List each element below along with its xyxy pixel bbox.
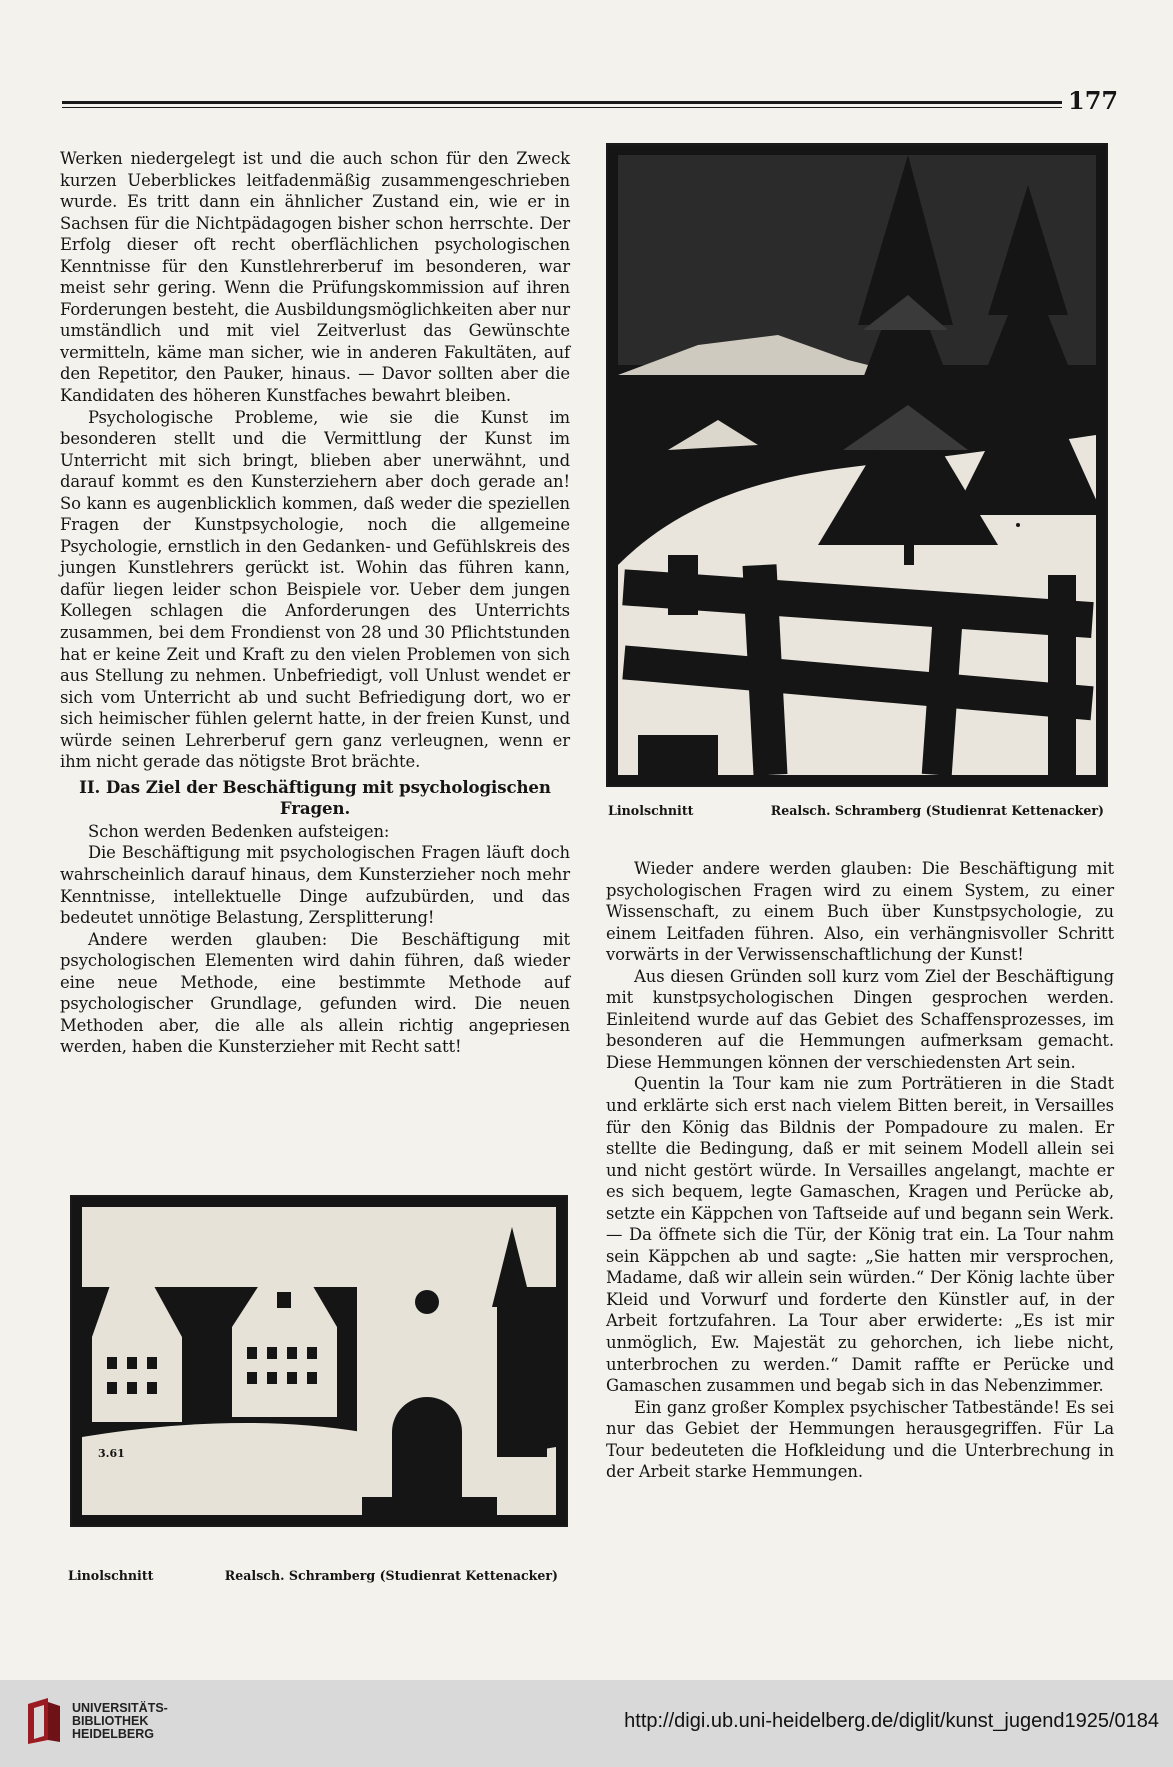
top-caption-credit: Realsch. Schramberg (Studienrat Kettenacker) [770,803,1104,818]
town-scene-illustration [72,1197,566,1525]
footer-bar [0,1680,1173,1767]
left-paragraph-3: Schon werden Bedenken aufsteigen: [88,821,390,841]
left-column [60,148,570,1058]
page-number: 177 [1068,86,1119,115]
library-name-line-2: BIBLIOTHEK [72,1714,149,1728]
header-rule-thin [62,107,1062,108]
source-url-link[interactable]: http://digi.ub.uni-heidelberg.de/diglit/kunst_jugend1925/0184 [624,1710,1159,1732]
linocut-winter-landscape [606,143,1108,787]
library-logo-icon [26,1696,64,1746]
top-figure-caption [608,803,1104,818]
right-paragraph-4: Ein ganz großer Komplex psychischer Tatbestände! Es sei nur das Gebiet der Hemmungen herausgegriffen. Für La Tour bedeuteten die Hofkleidung und die Unterbrechung in der Arbeit starke Hemmungen. [606,1397,1114,1482]
right-paragraph-2: Aus diesen Gründen soll kurz vom Ziel der Beschäftigung mit kunstpsychologischen Dingen gesprochen werden. Einleitend wurde auf das Gebiet des Schaffensprozesses, im besonderen auf die Hemmungen aufmerksam gemacht. Diese Hemmungen können der verschiedensten Art sein. [606,966,1114,1072]
left-paragraph-4: Die Beschäftigung mit psychologischen Fragen läuft doch wahrscheinlich darauf hinaus, dem Kunsterzieher noch mehr Kenntnisse, intellektuelle Dinge aufzubürden, und das bedeutet unnötige Belastung, Zersplitterung! [60,843,570,928]
figure-inscription: 3.61 [98,1447,125,1460]
library-name-line-3: HEIDELBERG [72,1727,154,1741]
bottom-caption-credit: Realsch. Schramberg (Studienrat Kettenacker) [224,1568,558,1583]
linocut-town-scene [70,1195,568,1527]
left-paragraph-5: Andere werden glauben: Die Beschäftigung mit psychologischen Elementen wird dahin führen, daß wieder eine neue Methode, eine bestimmte Methode auf psychologischer Grundlage, gefunden wird. Die neuen Methoden aber, die alle als allein richtig angepriesen werden, haben die Kunsterzieher mit Recht satt! [60,929,570,1057]
section-heading: II. Das Ziel der Beschäftigung mit psychologischen Fragen. [79,776,551,818]
library-name-line-1: UNIVERSITÄTS- [72,1701,168,1715]
top-caption-technique: Linolschnitt [608,803,694,818]
left-paragraph-1: Werken niedergelegt ist und die auch schon für den Zweck kurzen Ueberblickes leitfadenmäßig zusammengeschrieben wurde. Es tritt dann ein ähnlicher Zustand ein, wie er in Sachsen für die Nichtpädagogen bisher schon herrschte. Der Erfolg dieser oft recht oberflächlichen psychologischen Kenntnisse für den Kunstlehrerberuf im besonderen, war meist sehr gering. Wenn die Prüfungskommission auf ihren Forderungen besteht, die Ausbildungsmöglichkeiten aber nur umständlich und mit viel Zeitverlust das Gewünschte vermitteln, käme man sicher, wie in anderen Fakultäten, auf den Repetitor, den Pauker, hinaus. — Davor sollten aber die Kandidaten des höheren Kunstfaches bewahrt bleiben. [60,149,570,406]
bottom-figure-caption [68,1568,558,1583]
right-paragraph-3: Quentin la Tour kam nie zum Porträtieren in die Stadt und erklärte sich erst nach vielem Bitten bereit, in Versailles für den König das Bildnis der Pompadoure zu malen. Er stellte die Bedingung, daß er mit seinem Modell allein sei und nicht gestört würde. In Versailles angelangt, machte er es sich bequem, legte Gamaschen, Kragen und Perücke ab, setzte ein Käppchen von Taftseide auf und begann sein Werk. — Da öffnete sich die Tür, der König trat ein. La Tour nahm sein Käppchen ab und sagte: „Sie hatten mir versprochen, Madame, daß wir allein sein würden.“ Der König lachte über Kleid und Vorwurf und forderte den Künstler auf, in der Arbeit fortzufahren. La Tour aber erwiderte: „Es ist mir unmöglich, Ew. Majestät zu gehorchen, ich liebe nicht, unterbrochen zu werden.“ Damit raffte er Perücke und Gamaschen zusammen und begab sich in das Nebenzimmer. [606,1074,1114,1396]
right-column [606,858,1114,1483]
winter-landscape-illustration [608,145,1106,785]
header-rule [62,101,1062,104]
library-name [72,1702,168,1741]
right-paragraph-1: Wieder andere werden glauben: Die Beschäftigung mit psychologischen Fragen wird zu einem System, zu einer Wissenschaft, zu einem Buch über Kunstpsychologie, zu einem Leitfaden führen. Also, ein verhängnisvoller Schritt vorwärts in der Verwissenschaftlichung der Kunst! [606,859,1114,965]
bottom-caption-technique: Linolschnitt [68,1568,154,1583]
left-paragraph-2: Psychologische Probleme, wie sie die Kunst im besonderen stellt und die Vermittlung der Kunst im Unterricht mit sich bringt, blieben aber unerwähnt, und darauf kommt es den Kunsterziehern aber doch gerade an! So kann es augenblicklich kommen, daß weder die speziellen Fragen der Kunstpsychologie, noch die allgemeine Psychologie, ernstlich in den Gedanken- und Gefühlskreis des jungen Kunstlehrers gerückt ist. Wohin das führen kann, dafür liegen leider schon Beispiele vor. Ueber dem jungen Kollegen schlagen die Anforderungen des Unterrichts zusammen, bei dem Frondienst von 28 und 30 Pflichtstunden hat er keine Zeit und Kraft zu den vielen Problemen von sich aus Stellung zu nehmen. Unbefriedigt, voll Unlust wendet er sich vom Unterricht ab und sucht Befriedigung dort, wo er sich heimischer fühlen gelernt hatte, in der freien Kunst, und würde seinen Lehrerberuf gern ganz verleugnen, wenn er ihm nicht gerade das nötigste Brot brächte. [60,407,570,772]
